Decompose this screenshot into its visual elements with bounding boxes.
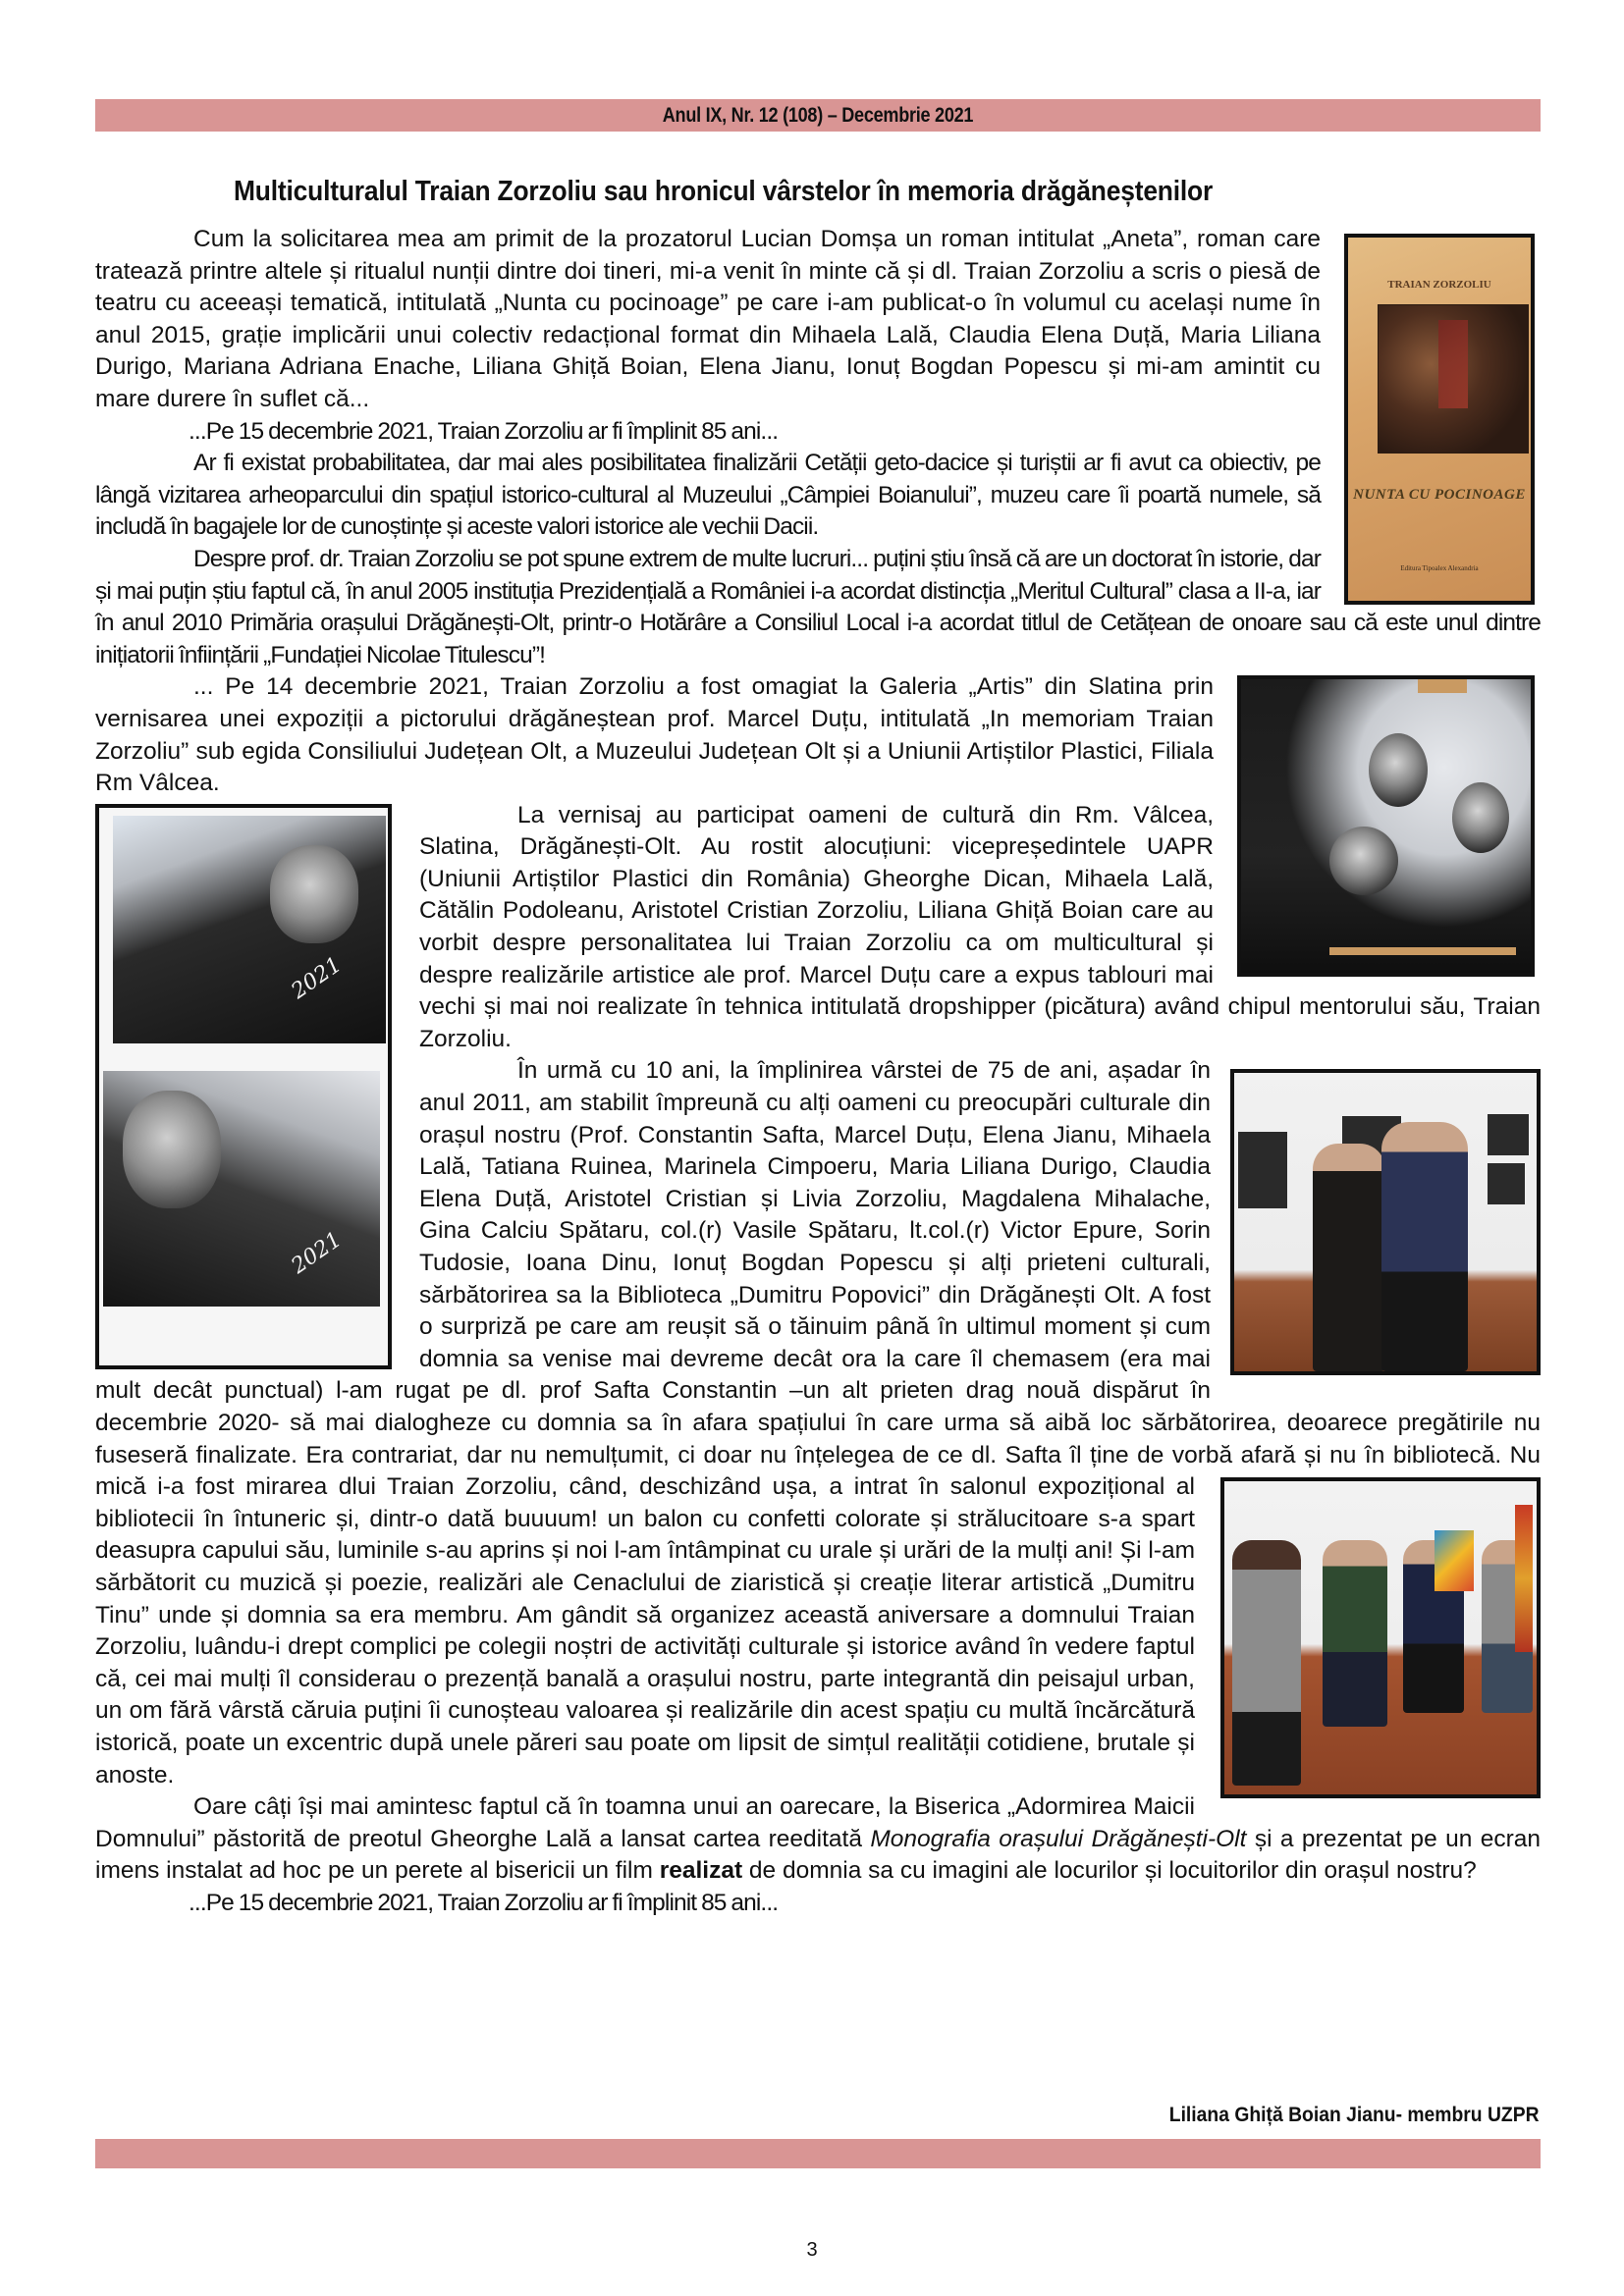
person: [1232, 1540, 1301, 1786]
header-band: [95, 99, 1541, 132]
wall-artwork: [1238, 1132, 1287, 1208]
monograph-text-b: și a prezentat pe un ecran imens instalat ad hoc pe un perete al bisericii un film: [95, 1825, 1541, 1885]
painting-portraits-image: [1237, 675, 1535, 977]
book-title: NUNTA CU POCINOAGE: [1353, 487, 1526, 503]
portrait-face: [270, 845, 358, 943]
author-signature: Liliana Ghiță Boian Jianu- membru UZPR: [1169, 2104, 1540, 2126]
photo-pair-image: [1230, 1069, 1541, 1375]
two-paintings-image: [95, 804, 392, 1369]
footer-band: [95, 2139, 1541, 2168]
painting-signature: 2021: [287, 1227, 347, 1279]
book-publisher: Editura Tipoalex Alexandria: [1400, 564, 1479, 572]
group-photo-image: [1220, 1477, 1541, 1798]
easel-canvas: [1435, 1530, 1474, 1591]
paragraph-intro: Cum la solicitarea mea am primit de la prozatorul Lucian Domșa un roman intitulat „Aneta”, roman care tratează printre altele și ritualul nunții dintre doi tineri, mi-a venit în minte că și dl. Traian Zorzoliu a scris o piesă de teatru cu aceeași tematică, intitulată „Nunta cu pocinoage” pe care i-am publicat-o în volumul cu același nume în anul 2015, grație implicării unui colectiv redacțional format din Mihaela Lală, Claudia Elena Duță, Maria Liliana Durigo, Mariana Adriana Enache, Liliana Ghiță Boian, Elena Jianu, Ionuț Bogdan Popescu și mi-am amintit cu mare durere în suflet că...: [95, 226, 1321, 412]
painting-top: [113, 816, 386, 1043]
monograph-text-c: de domnia sa cu imagini ale locurilor și locuitorilor din orașul nostru?: [742, 1857, 1477, 1885]
portrait-face: [1329, 827, 1398, 895]
paragraph-anniversary: ...Pe 15 decembrie 2021, Traian Zorzoliu ar fi împlinit 85 ani...: [189, 417, 779, 445]
monograph-text-a: Oare câți își mai amintesc faptul că în toamna unui an oarecare, la Biserica „Adormirea Maicii Domnului” păstorită de preotul Gheorghe Lală a lansat cartea reeditată: [95, 1793, 1195, 1852]
wall-artwork: [1488, 1114, 1529, 1155]
easel-top: [1418, 679, 1467, 693]
book-author: TRAIAN ZORZOLIU: [1387, 279, 1491, 291]
easel-bar: [1329, 947, 1516, 955]
celebration-text-part-2: Nu mică i-a fost mirarea dlui Traian Zorzoliu, când, deschizând ușa, a intrat în salonul expozițional al bibliotecii în întuneric și, dintr-o dată buuuum! un balon cu confetti colorate și strălucitoare s-a spart deasupra capului său, luminile s-au aprins și noi l-am întâmpinat cu urale și urări de la mulți ani! Și l-am sărbătorit cu muzică și poezie, realizări ale Cenaclului de ziaristică și creație literar artistică „Dumitru Tinu” unde și domnia sa era membru. Am gândit să organizez această aniversare a domnului Traian Zorzoliu, luându-i drept complici pe colegii noștri de activități culturale și istorice având în vedere faptul că, cei mai mulți îl considerau o prezență banală a orașului nostru, parte integrantă din peisajul urban, un om fără vârstă căruia puțini îi cunoșteau valoarea și realizările din acest spațiu cu multă încărcătură istorică, poate un excentric după unele păreri sau poate om lipsit de simțul realității cotidiene, brutale și anoste.: [95, 1441, 1541, 1789]
paragraph-biography: Despre prof. dr. Traian Zorzoliu se pot spune extrem de multe lucruri... puțini știu însă că are un doctorat în istorie, dar și mai puțin știu faptul că, în anul 2005 instituția Prezidențială a României i-a acordat distincția „Meritul Cultural” clasa a II-a, iar în anul 2010 Primăria orașului Drăgănești-Olt, printr-o Hotărâre a Consiliul Local i-a acordat titlul de Cetățean de onoare sau că este unul dintre inițiatorii înființării „Fundației Nicolae Titulescu”!: [95, 545, 1541, 668]
paragraph-monograph: [95, 1791, 1541, 1888]
paragraph-exhibition: ... Pe 14 decembrie 2021, Traian Zorzoliu a fost omagiat la Galeria „Artis” din Slatina prin vernisarea unei expoziții a pictorului drăgăneștean prof. Marcel Duțu, intitulată „In memoriam Traian Zorzoliu” sub egida Consiliului Județean Olt, a Muzeului Județean Olt și a Uniunii Artiștilor Plastici, Filiala Rm Vâlcea.: [95, 673, 1214, 797]
article-body: [95, 224, 1541, 1919]
paragraph-vernissage: La vernisaj au participat oameni de cultură din Rm. Vâlcea, Slatina, Drăgănești-Olt. Au rostit alocuțiuni: vicepreședintele UAPR (Uniunii Artiștilor Plastici din România) Gheorghe Dican, Mihaela Lală, Cătălin Podoleanu, Aristotel Cristian Zorzoliu, Liliana Ghiță Boian care au vorbit despre personalitatea lui Traian Zorzoliu ca om multicultural și despre realizările artistice ale prof. Marcel Duțu care a expus tablouri mai vechi și mai noi realizate în tehnica intitulată dropshipper (picătura) având chipul mentorului său, Traian Zorzoliu.: [419, 801, 1541, 1052]
person-woman: [1313, 1144, 1385, 1371]
monograph-bold-word: realizat: [659, 1857, 743, 1885]
portrait-face: [1452, 782, 1509, 853]
person: [1323, 1540, 1387, 1727]
article-title: Multiculturalul Traian Zorzoliu sau hronicul vârstelor în memoria drăgăneștenilor: [234, 176, 1214, 208]
paragraph-closing: ...Pe 15 decembrie 2021, Traian Zorzoliu ar fi împlinit 85 ani...: [189, 1889, 779, 1916]
book-cover-painting: [1378, 304, 1529, 454]
page-number: 3: [806, 2239, 818, 2261]
wall-artwork: [1515, 1505, 1533, 1652]
painting-signature: 2021: [287, 952, 347, 1004]
portrait-face: [123, 1091, 221, 1208]
painting-bottom: [103, 1071, 380, 1307]
portrait-face: [1369, 733, 1428, 807]
paragraph-citadel: Ar fi existat probabilitatea, dar mai ales posibilitatea finalizării Cetății geto-dacice și turiștii ar fi avut ca obiectiv, pe lângă vizitarea arheoparcului din spațiul istorico-cultural al Muzeului „Câmpiei Boianului”, muzeu care îi poartă numele, să includă în bagajele lor de cunoștințe și aceste valori istorice ale vechii Dacii.: [95, 450, 1321, 541]
monograph-book-title: Monografia orașului Drăgănești-Olt: [870, 1825, 1247, 1852]
wall-artwork: [1488, 1163, 1525, 1204]
celebration-text-part-1: În urmă cu 10 ani, la împlinirea vârstei de 75 de ani, așadar în anul 2011, am stabilit împreună cu alți oameni cu preocupări culturale din orașul nostru (Prof. Constantin Safta, Marcel Duțu, Elena Jianu, Mihaela Lală, Tatiana Ruinea, Marinela Cimpoeru, Maria Liliana Durigo, Claudia Elena Duță, Aristotel Cristian și Livia Zorzoliu, Magdalena Mihalache, Gina Calciu Spătaru, col.(r) Vasile Spătaru, lt.col.(r) Victor Epure, Sorin Tudosie, Ioana Dinu, Ionuț Bogdan Popescu și alți prieteni culturali, sărbătorirea sa la Biblioteca „Dumitru Popovici” din Drăgănești Olt. A fost o surpriză pe care am reușit să o tăinuim până în ultimul moment și cum domnia sa venise mai devreme decât ora la care îl chemasem (era mai mult decât punctual) l-am rugat pe dl. prof Safta Constantin –un alt prieten drag nouă dispărut în decembrie 2020- să mai dialogheze cu domnia sa în afara spațiului în care urma să aibă loc sărbătorirea, deoarece pregătirile nu fuseseră finalizate. Era contrariat, dar nu nemulțumit, ci doar nu înțelegea de ce dl. Safta îl ține de vorbă afară și nu în bibliotecă.: [95, 1057, 1541, 1468]
book-cover-image: [1344, 234, 1535, 605]
issue-label: Anul IX, Nr. 12 (108) – Decembrie 2021: [662, 104, 974, 127]
person-man: [1381, 1122, 1468, 1371]
